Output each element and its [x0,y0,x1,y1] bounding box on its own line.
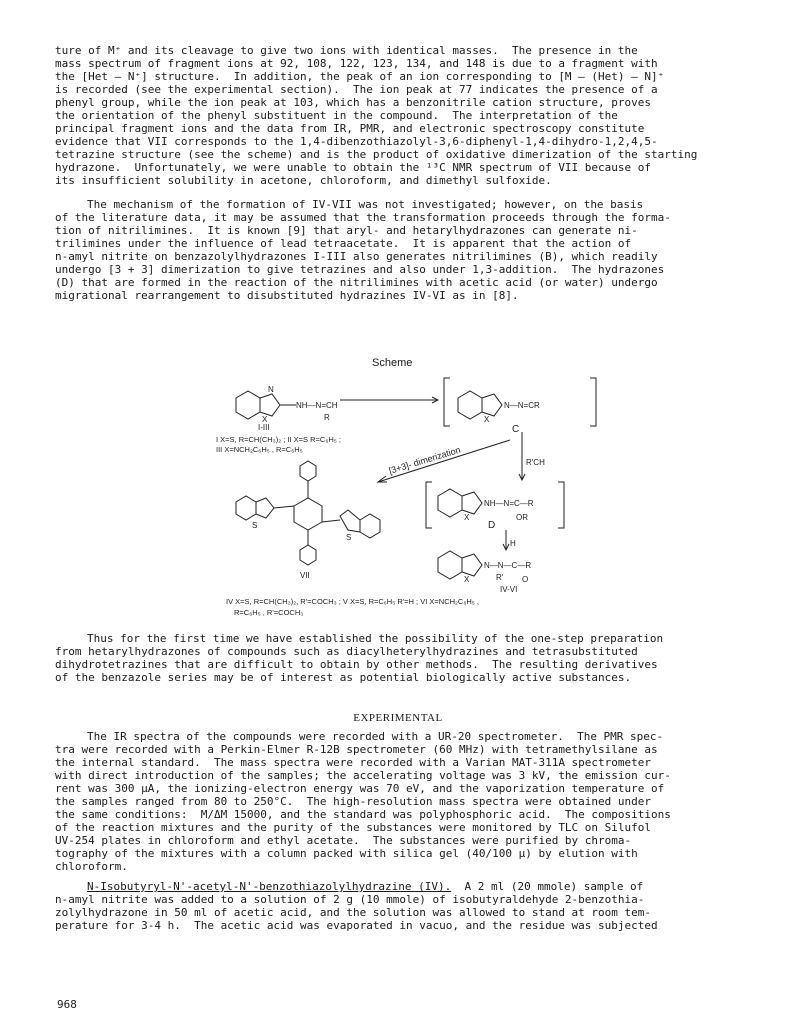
text-line: the orientation of the phenyl substituent in the compound. The interpretation of the [55,109,618,122]
phenyl-bottom [300,545,316,565]
start-x: X [262,415,268,424]
text-line: phenyl group, while the ion peak at 103, which has a benzonitrile cation structure, proves [55,96,652,109]
hydrazone-or: OR [516,513,528,522]
text-line: of the benzazole series may be of interest as potential biologically active substances. [55,671,632,684]
compound-iv-line-3: perature for 3-4 h. The acetic acid was evaporated in vacuo, and the residue was subjected [55,919,658,932]
azole-ring-d [462,492,482,514]
nitrilimine-formula: N—N=CR [504,401,540,410]
paragraph-mass-spectrum [55,44,743,187]
text-line: rent was 300 μA, the ionizing-electron energy was 70 eV, and the vaporization temperature of [55,782,665,795]
text-line: Thus for the first time we have established the possibility of the one-step preparation [87,632,664,645]
reaction-scheme [200,370,600,620]
text-line: principal fragment ions and the data from IR, PMR, and electronic spectroscopy constitute [55,122,645,135]
page-number: 968 [57,998,77,1011]
paragraph-mechanism [55,198,743,302]
text-line: ture of M⁺ and its cleavage to give two ions with identical masses. The presence in the [55,44,638,57]
tetrazine-ring [294,498,322,530]
product-label: IV-VI [500,585,518,594]
compound-iv-title: N-Isobutyryl-N'-acetyl-N'-benzothiazolylhydrazine (IV). [87,880,452,893]
compound-iv-line-1: n-amyl nitrite was added to a solution of 2 g (10 mmole) of isobutyraldehyde 2-benzothia- [55,893,645,906]
text-line: The mechanism of the formation of IV-VII was not investigated; however, on the basis [87,198,644,211]
text-line: undergo [3 + 3] dimerization to give tetrazines and also under 1,3-addition. The hydrazones [55,263,665,276]
benzene-ring-start [236,391,260,419]
nitrilimine-x: X [484,415,490,424]
text-line: of the literature data, it may be assumed that the transformation proceeds through the forma- [55,211,671,224]
benzene-ring-c [458,391,482,419]
text-line: tion of nitrilimines. It is known [9] that aryl- and hetarylhydrazones can generate ni- [55,224,638,237]
product-o: O [522,575,529,584]
text-line: the samples ranged from 80 to 250°C. The high-resolution mass spectra were obtained under [55,795,652,808]
text-line: the [Het — N⁺] structure. In addition, the peak of an ion corresponding to [M — (Het) — N]⁺ [55,70,665,83]
start-r: R [324,413,330,422]
hydrazone-x: X [464,513,470,522]
start-n: N [268,385,274,394]
legend-line-1: I X=S, R=CH(CH₃)₂ ; II X=S R=C₆H₅ ; [216,435,341,444]
azole-ring-product [462,554,482,576]
start-label: I-III [258,423,270,432]
benzene-ring-d [438,489,462,517]
reagent-label: R'CH [526,458,545,467]
product-r1: R' [496,573,504,582]
paragraph-experimental [55,730,743,873]
text-line: tetrazine structure (see the scheme) and is the product of oxidative dimerization of the starting [55,148,698,161]
legend-line-2: III X=NCH₂C₆H₅ , R=C₆H₅ [216,445,303,454]
text-line: chloroform. [55,860,128,873]
benzothiazole-left-azole [256,498,274,518]
text-line: the internal standard. The mass spectra were recorded with a Varian MAT-311A spectrometer [55,756,652,769]
text-line: evidence that VII corresponds to the 1,4-dibenzothiazolyl-3,6-diphenyl-1,4-dihydro-1,2,4,5- [55,135,658,148]
paragraph-compound-iv [55,880,743,932]
tetrazine-label: VII [300,571,310,580]
benzothiazole-right-benzene [360,514,380,538]
label-d: D [488,520,496,531]
compound-iv-line-2: zolylhydrazone in 50 ml of acetic acid, and the solution was allowed to stand at room tem- [55,906,652,919]
text-line: mass spectrum of fragment ions at 92, 108, 122, 123, 134, and 148 is due to a fragment with [55,57,658,70]
legend-line-4: R=C₆H₅ , R'=COCH₃ [234,608,304,617]
text-line: n-amyl nitrite on benzazolylhydrazones I-III also generates nitrilimines (B), which readily [55,250,658,263]
text-line: dihydrotetrazines that are difficult to obtain by other methods. The resulting derivatives [55,658,658,671]
text-line: hydrazone. Unfortunately, we were unable to obtain the ¹³C NMR spectrum of VII because of [55,161,652,174]
text-line: UV-254 plates in chloroform and ethyl acetate. The substances were purified by chroma- [55,834,632,847]
paragraph-conclusion [55,632,743,684]
text-line: the same conditions: M/ΔM 15000, and the standard was polyphosphoric acid. The compositions [55,808,671,821]
text-line: of the reaction mixtures and the purity of the substances were monitored by TLC on Silufol [55,821,652,834]
text-line: tra were recorded with a Perkin-Elmer R-12B spectrometer (60 MHz) with tetramethylsilane as [55,743,658,756]
hydrazone-formula: NH—N=C—R [484,499,534,508]
product-formula: N—N—C—R [484,561,532,570]
legend-line-3: IV X=S, R=CH(CH₃)₂, R'=COCH₃ ; V X=S, R=C₆H₅ R'=H ; VI X=NCH₂C₆H₅ , [226,597,479,606]
tetrazine-s-right: S [346,533,352,542]
azole-ring-c [482,394,502,416]
tetrazine-s-left: S [252,521,258,530]
phenyl-top [300,461,316,481]
benzene-ring-product [438,551,462,579]
text-line: from hetarylhydrazones of compounds such as diacylheterylhydrazines and tetrasubstituted [55,645,638,658]
text-line: The IR spectra of the compounds were recorded with a UR-20 spectrometer. The PMR spec- [87,730,664,743]
text-line: trilimines under the influence of lead tetraacetate. It is apparent that the action of [55,237,632,250]
section-heading-experimental: EXPERIMENTAL [353,712,443,724]
start-formula: NH—N=CH [296,401,338,410]
benzothiazole-left-benzene [236,496,256,520]
compound-iv-line-0: A 2 ml (20 mmole) sample of [451,880,644,893]
text-line: migrational rearrangement to disubstituted hydrazines IV-VI as in [8]. [55,289,519,302]
label-c: C [512,424,520,435]
text-line: its insufficient solubility in acetone, chloroform, and dimethyl sulfoxide. [55,174,552,187]
reaction-arrow-dimerization [378,440,510,482]
text-line: tography of the mixtures with a column packed with silica gel (40/100 μ) by elution with [55,847,638,860]
text-line: with direct introduction of the samples; the accelerating voltage was 3 kV, the emission cur- [55,769,671,782]
azole-ring-start [260,394,280,416]
benzothiazole-right-azole [340,510,360,532]
product-x: X [464,575,470,584]
text-line: is recorded (see the experimental section). The ion peak at 77 indicates the presence of a [55,83,658,96]
dimerization-label: [3+3]- dimerization [387,444,462,476]
scheme-title: Scheme [372,357,413,369]
text-line: (D) that are formed in the reaction of the nitrilimines with acetic acid (or water) undergo [55,276,658,289]
h-label: H [510,539,516,548]
